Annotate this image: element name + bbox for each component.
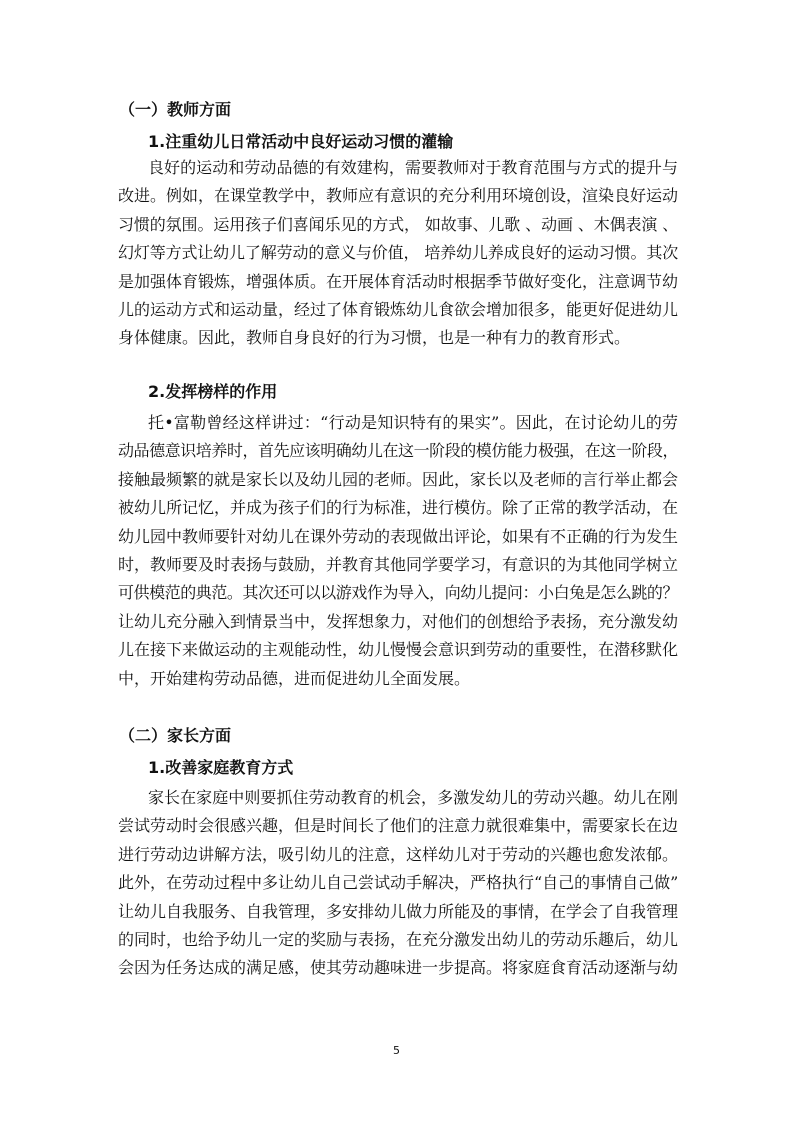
- text-line: 尝试劳动时会很感兴趣，但是时间长了他们的注意力就很难集中，需要家长在边: [118, 816, 678, 836]
- subsection-heading-family-education: 1.改善家庭教育方式: [148, 758, 294, 777]
- paragraph-teacher-habits: [118, 154, 678, 353]
- text-line: 改进。例如，在课堂教学中，教师应有意识的充分利用环境创设，渲染良好运动: [118, 186, 678, 206]
- text-line: 中，开始建构劳动品德，进而促进幼儿全面发展。: [118, 668, 471, 688]
- subsection-heading-habits: 1.注重幼儿日常活动中良好运动习惯的灌输: [148, 132, 454, 151]
- paragraph-role-model: [118, 409, 678, 693]
- text-line: 此外，在劳动过程中多让幼儿自己尝试动手解决，严格执行“自己的事情自己做”: [118, 873, 678, 893]
- text-line: 是加强体育锻炼，增强体质。在开展体育活动时根据季节做好变化，注意调节幼: [118, 271, 678, 291]
- text-line: 会因为任务达成的满足感，使其劳动趣味进一步提高。将家庭食育活动逐渐与幼: [118, 958, 678, 978]
- text-line: 幼儿园中教师要针对幼儿在课外劳动的表现做出评论，如果有不正确的行为发生: [118, 526, 678, 546]
- text-line: 儿在接下来做运动的主观能动性，幼儿慢慢会意识到劳动的重要性，在潜移默化: [118, 640, 678, 660]
- text-line: 良好的运动和劳动品德的有效建构，需要教师对于教育范围与方式的提升与: [148, 158, 678, 177]
- text-line: 进行劳动边讲解方法，吸引幼儿的注意，这样幼儿对于劳动的兴趣也愈发浓郁。: [118, 844, 678, 864]
- section-heading-teacher: （一）教师方面: [119, 100, 232, 119]
- section-heading-parent: （二）家长方面: [119, 726, 232, 745]
- text-line: 身体健康。因此，教师自身良好的行为习惯，也是一种有力的教育形式。: [118, 328, 631, 348]
- text-line: 幻灯等方式让幼儿了解劳动的意义与价值， 培养幼儿养成良好的运动习惯。其次: [118, 243, 678, 263]
- text-line: 时，教师要及时表扬与鼓励，并教育其他同学要学习，有意识的为其他同学树立: [118, 555, 678, 575]
- text-line: 家长在家庭中则要抓住劳动教育的机会，多激发幼儿的劳动兴趣。幼儿在刚: [148, 788, 678, 807]
- text-line: 接触最频繁的就是家长以及幼儿园的老师。因此，家长以及老师的言行举止都会: [118, 469, 678, 489]
- text-line: 习惯的氛围。运用孩子们喜闻乐见的方式， 如故事、儿歌 、动画 、木偶表演 、: [118, 214, 678, 234]
- text-line: 儿的运动方式和运动量，经过了体育锻炼幼儿食欲会增加很多，能更好促进幼儿: [118, 300, 678, 320]
- text-line: 动品德意识培养时，首先应该明确幼儿在这一阶段的模仿能力极强，在这一阶段，: [118, 441, 678, 461]
- subsection-heading-role-model: 2.发挥榜样的作用: [148, 382, 278, 401]
- text-line: 可供模范的典范。其次还可以以游戏作为导入，向幼儿提问：小白兔是怎么跳的？: [118, 583, 678, 603]
- paragraph-family-education: [118, 784, 678, 983]
- text-line: 被幼儿所记忆，并成为孩子们的行为标准，进行模仿。除了正常的教学活动，在: [118, 498, 678, 518]
- text-line: 的同时，也给予幼儿一定的奖励与表扬，在充分激发出幼儿的劳动乐趣后，幼儿: [118, 930, 678, 950]
- text-line: 让幼儿充分融入到情景当中，发挥想象力，对他们的创想给予表扬，充分激发幼: [118, 611, 678, 631]
- page-number: 5: [393, 1044, 400, 1057]
- text-line: 托•富勒曾经这样讲过：“行动是知识特有的果实”。因此，在讨论幼儿的劳: [148, 413, 678, 432]
- text-line: 让幼儿自我服务、自我管理，多安排幼儿做力所能及的事情，在学会了自我管理: [118, 901, 678, 921]
